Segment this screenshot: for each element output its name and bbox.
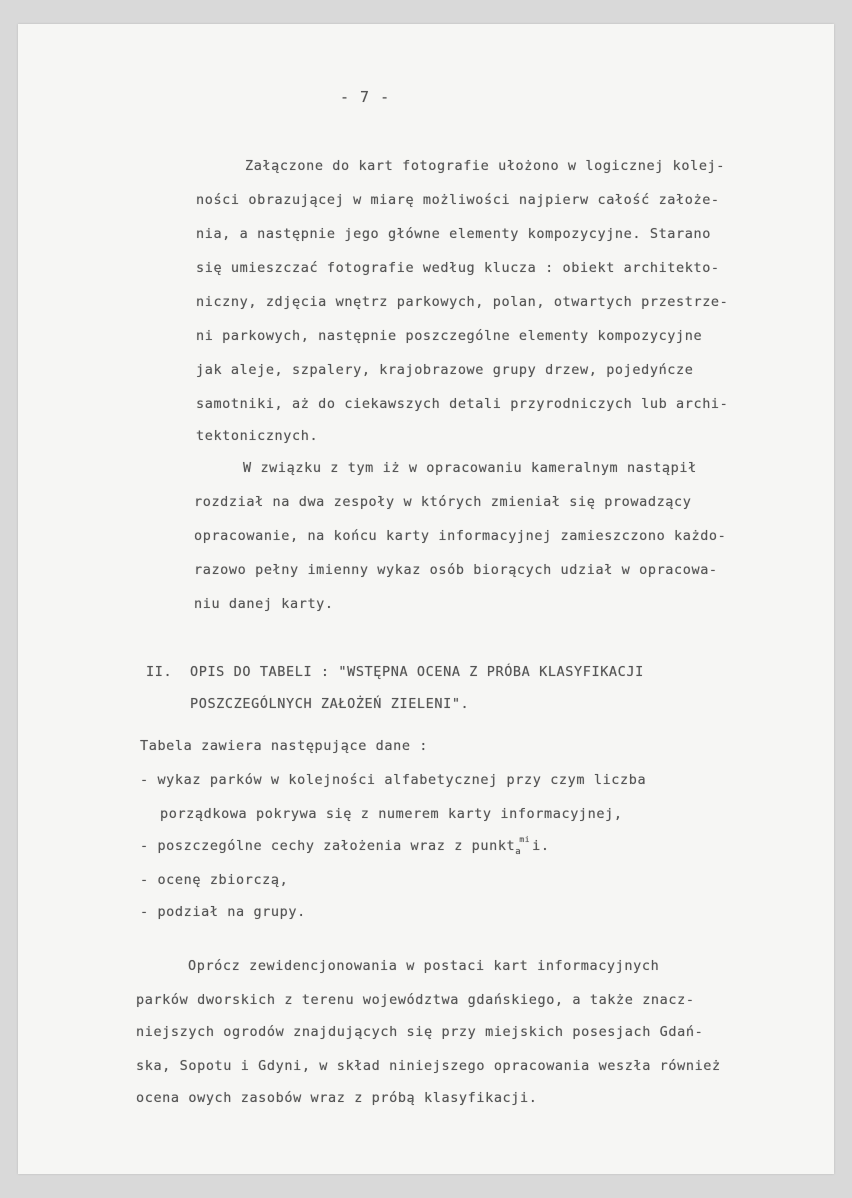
text-line: Załączone do kart fotografie ułożono w logicznej kolej-: [245, 158, 726, 174]
text-line: jak aleje, szpalery, krajobrazowe grupy drzew, pojedyńcze: [196, 362, 694, 378]
text-line: się umieszczać fotografie według klucza : obiekt architekto-: [196, 260, 720, 276]
section-number: II.: [146, 664, 173, 680]
text-line: niczny, zdjęcia wnętrz parkowych, polan, otwartych przestrze-: [196, 294, 729, 310]
text-line: ocena owych zasobów wraz z próbą klasyfikacji.: [136, 1090, 538, 1106]
list-item-text: - poszczególne cechy założenia wraz z punkt: [140, 838, 516, 854]
section-title: POSZCZEGÓLNYCH ZAŁOŻEŃ ZIELENI".: [190, 696, 470, 712]
text-line: niu danej karty.: [194, 596, 334, 612]
text-line: opracowanie, na końcu karty informacyjnej zamieszczono każdo-: [194, 528, 727, 544]
text-line: nia, a następnie jego główne elementy kompozycyjne. Starano: [196, 226, 711, 242]
superscript-correction: mi: [519, 835, 531, 844]
page-number: - 7 -: [340, 88, 391, 106]
text-line: W związku z tym iż w opracowaniu kameralnym nastąpił: [243, 460, 697, 476]
text-line: parków dworskich z terenu województwa gdańskiego, a także znacz-: [136, 992, 695, 1008]
section-title: OPIS DO TABELI : "WSTĘPNA OCENA Z PRÓBA KLASYFIKACJI: [190, 664, 644, 680]
subscript-correction: a: [515, 847, 522, 857]
text-line: tektonicznych.: [196, 428, 319, 444]
list-item-end: i.: [532, 838, 550, 854]
list-item: porządkowa pokrywa się z numerem karty informacyjnej,: [160, 806, 623, 822]
text-line: ska, Sopotu i Gdyni, w skład niniejszego opracowania weszła również: [136, 1058, 721, 1074]
text-line: niejszych ogrodów znajdujących się przy miejskich posesjach Gdań-: [136, 1024, 704, 1040]
list-item: - wykaz parków w kolejności alfabetycznej przy czym liczba: [140, 772, 647, 788]
list-item: - ocenę zbiorczą,: [140, 872, 289, 888]
text-line: rozdział na dwa zespoły w których zmieniał się prowadzący: [194, 494, 692, 510]
text-line: ności obrazującej w miarę możliwości najpierw całość założe-: [196, 192, 720, 208]
text-line: Oprócz zewidencjonowania w postaci kart informacyjnych: [188, 958, 660, 974]
text-line: ni parkowych, następnie poszczególne elementy kompozycyjne: [196, 328, 703, 344]
text-line: razowo pełny imienny wykaz osób biorących udział w opracowa-: [194, 562, 718, 578]
list-item: [140, 835, 550, 857]
table-intro: Tabela zawiera następujące dane :: [140, 738, 429, 754]
list-item: - podział na grupy.: [140, 904, 306, 920]
text-line: samotniki, aż do ciekawszych detali przyrodniczych lub archi-: [196, 396, 729, 412]
